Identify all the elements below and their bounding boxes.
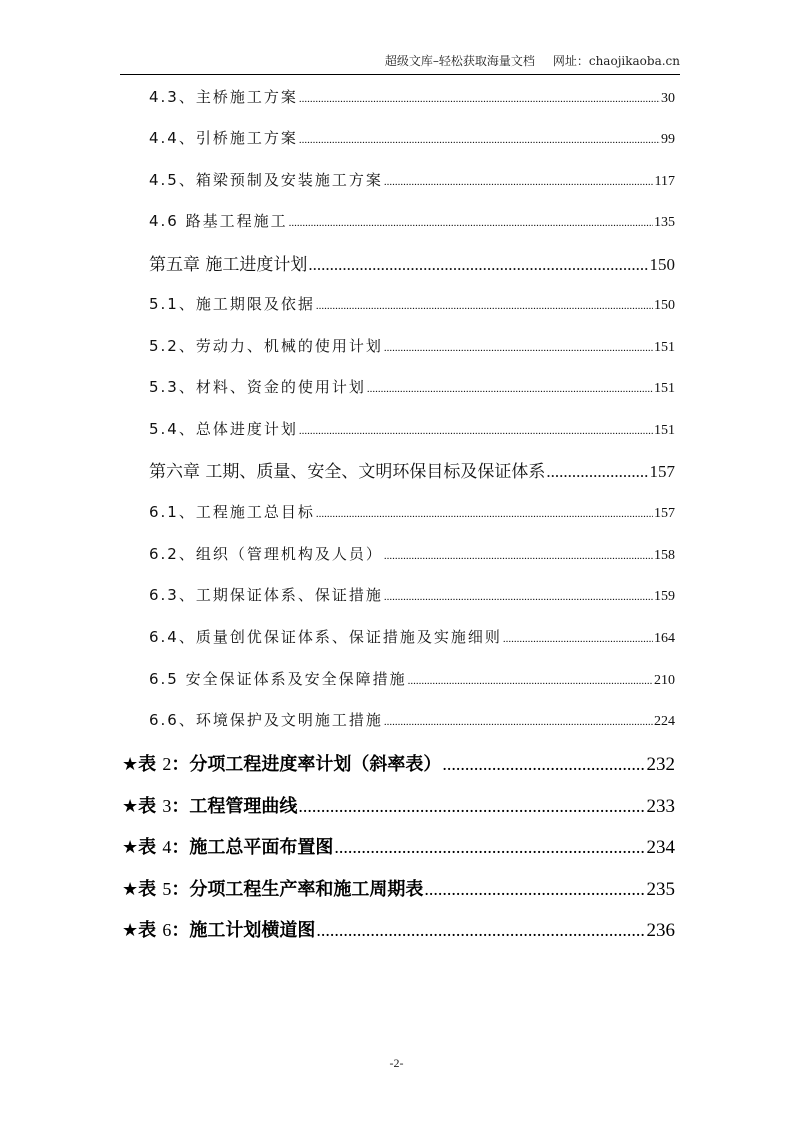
toc-leader-dots [384, 176, 654, 188]
toc-entry-page: 150 [654, 298, 675, 313]
toc-entry-label: 4.4、引桥施工方案 [149, 129, 298, 147]
toc-entry[interactable] [149, 210, 675, 231]
toc-entry-page: 233 [646, 796, 675, 817]
toc-entry-label: 4.5、箱梁预制及安装施工方案 [149, 171, 383, 189]
toc-entry-label: 6.6、环境保护及文明施工措施 [149, 711, 383, 729]
toc-entry-page: 232 [646, 754, 675, 775]
toc-chapter-6[interactable] [149, 457, 675, 482]
toc-entry-page: 159 [654, 589, 675, 604]
toc-entry-page: 117 [654, 174, 675, 189]
star-icon: ★表 [122, 796, 157, 817]
toc-leader-dots [367, 383, 653, 395]
header-site-title: 超级文库–轻松获取海量文档 [384, 54, 535, 68]
toc-chapter-page: 157 [649, 462, 675, 481]
page-header [120, 50, 680, 75]
toc-leader-dots [298, 796, 645, 817]
toc-leader-dots [408, 675, 653, 687]
toc-entry-page: 224 [654, 714, 675, 729]
toc-table-entry[interactable]: ★表 3：工程管理曲线 ..... 233 [122, 792, 675, 818]
toc-leader-dots [384, 342, 653, 354]
toc-leader-dots [384, 716, 653, 728]
toc-entry[interactable] [149, 127, 675, 148]
toc-entry-page: 158 [654, 548, 675, 563]
toc-entry-page: 135 [654, 215, 675, 230]
toc-table-entry[interactable]: ★表 6：施工计划横道图 ..... 236 [122, 916, 675, 942]
toc-leader-dots [442, 754, 645, 775]
toc-leader-dots [316, 920, 645, 941]
header-url: 网址：chaojikaoba.cn [552, 54, 680, 68]
toc-entry[interactable] [149, 543, 675, 564]
toc-entry-page: 151 [654, 340, 675, 355]
toc-table-entry[interactable]: ★表 2：分项工程进度率计划（斜率表） ..... 232 [122, 750, 675, 776]
toc-entry-label: 4.6 路基工程施工 [149, 212, 288, 230]
toc-entry[interactable] [149, 501, 675, 522]
toc-leader-dots [316, 300, 653, 312]
toc-entry-page: 164 [654, 631, 675, 646]
star-icon: ★表 [122, 879, 157, 900]
toc-leader-dots [299, 425, 653, 437]
toc-leader-dots [384, 550, 653, 562]
star-icon: ★表 [122, 920, 157, 941]
toc-leader-dots [299, 93, 660, 105]
toc-entry-page: 151 [654, 423, 675, 438]
toc-entry[interactable] [149, 626, 675, 647]
toc-entry[interactable] [149, 293, 675, 314]
toc-leader-dots [308, 255, 648, 275]
toc-entry[interactable] [149, 335, 675, 356]
toc-table-entry[interactable]: ★表 4：施工总平面布置图 ..... 234 [122, 833, 675, 859]
toc-entry-page: 157 [654, 506, 675, 521]
toc-entry-label: 6.5 安全保证体系及安全保障措施 [149, 670, 407, 688]
toc-entry[interactable] [149, 86, 675, 107]
toc-entry-label: 5.4、总体进度计划 [149, 420, 298, 438]
page-number: -2- [389, 1056, 404, 1070]
toc-entry-page: 99 [661, 132, 675, 147]
toc-entry[interactable] [149, 584, 675, 605]
toc-entry-page: 30 [661, 91, 675, 106]
toc-leader-dots [546, 462, 648, 482]
toc-entry-label: 5.2、劳动力、机械的使用计划 [149, 337, 383, 355]
toc-entry-label: 6.2、组织（管理机构及人员） [149, 545, 383, 563]
toc-entry[interactable] [149, 376, 675, 397]
toc-leader-dots [299, 134, 660, 146]
toc-chapter-label: 第五章 施工进度计划 [149, 255, 308, 275]
toc-entry[interactable] [149, 668, 675, 689]
toc-entry-label: 6.3、工期保证体系、保证措施 [149, 586, 383, 604]
star-icon: ★表 [122, 754, 157, 775]
toc-entry[interactable] [149, 418, 675, 439]
toc-entry-page: 234 [646, 837, 675, 858]
toc-entry-page: 210 [654, 673, 675, 688]
toc-leader-dots [334, 837, 645, 858]
toc-entry-label: 6.4、质量创优保证体系、保证措施及实施细则 [149, 628, 502, 646]
toc-chapter-page: 150 [649, 255, 675, 274]
toc-leader-dots [424, 879, 645, 900]
toc-leader-dots [503, 633, 653, 645]
toc-entry[interactable] [149, 709, 675, 730]
toc-entry-label: 4.3、主桥施工方案 [149, 88, 298, 106]
toc-entry-label: 6.1、工程施工总目标 [149, 503, 315, 521]
toc-entry-label: 5.3、材料、资金的使用计划 [149, 378, 366, 396]
toc-leader-dots [384, 591, 653, 603]
toc-entry-page: 235 [646, 879, 675, 900]
toc-entry-page: 151 [654, 381, 675, 396]
toc-leader-dots [289, 217, 653, 229]
toc-table-entry[interactable]: ★表 5：分项工程生产率和施工周期表 ..... 235 [122, 875, 675, 901]
toc-entry-label: 5.1、施工期限及依据 [149, 295, 315, 313]
star-icon: ★表 [122, 837, 157, 858]
toc-entry[interactable] [149, 169, 675, 190]
toc-chapter-5[interactable] [149, 250, 675, 275]
toc-leader-dots [316, 508, 653, 520]
toc-chapter-label: 第六章 工期、质量、安全、文明环保目标及保证体系 [149, 462, 546, 482]
toc-entry-page: 236 [646, 920, 675, 941]
